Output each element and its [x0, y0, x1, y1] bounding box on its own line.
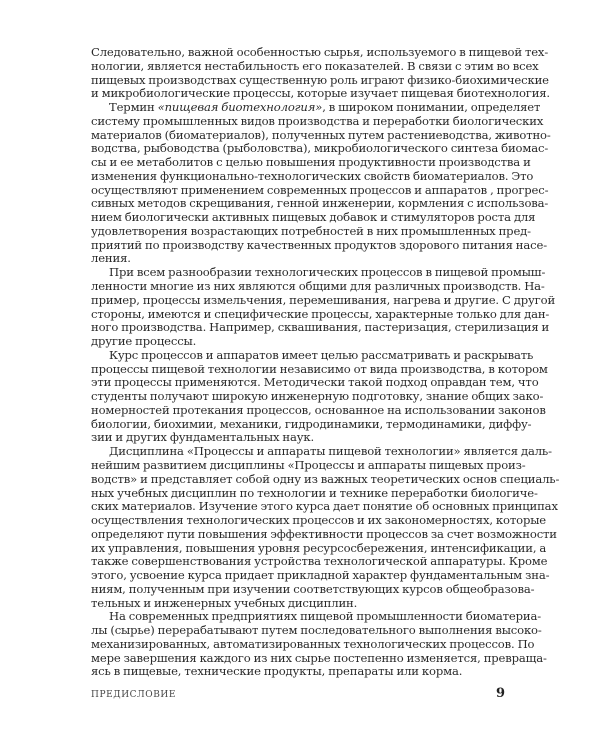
text-line: этого, усвоение курса придает прикладной характер фундаментальным зна- [91, 568, 550, 583]
text-line: ниям, полученным при изучении соответствующих курсов общеобразова- [91, 581, 535, 596]
text-line: нологии, является нестабильность его показателей. В связи с этим во всех [91, 58, 539, 73]
text-line: также совершенствования устройства технологической аппаратуры. Кроме [91, 554, 548, 569]
text-line: тельных и инженерных учебных дисциплин. [91, 595, 358, 610]
paragraph [91, 444, 560, 610]
text-line: приятий по производству качественных продуктов здорового питания насе- [91, 237, 547, 252]
text-line: ных учебных дисциплин по технологии и технике переработки биологиче- [91, 485, 538, 500]
text-line: Дисциплина «Процессы и аппараты пищевой технологии» является даль- [109, 444, 552, 459]
paragraph [91, 100, 551, 266]
text-line: Следовательно, важной особенностью сырья, используемого в пищевой тех- [91, 45, 549, 59]
text-line: водства, рыбоводства (рыболовства), микробиологического синтеза биомас- [91, 141, 549, 156]
italic-term: «пищевая биотехнология» [157, 100, 323, 115]
text-line: изменения функционально-технологических свойств биоматериалов. Это [91, 168, 534, 183]
paragraph [91, 609, 547, 679]
text-line: сы и ее метаболитов с целью повышения продуктивности производства и [91, 155, 531, 170]
text-line: систему промышленных видов производства и переработки биологических [91, 113, 544, 128]
text-line: При всем разнообразии технологических процессов в пищевой промыш- [109, 265, 546, 280]
text-line: ясь в пищевые, технические продукты, препараты или корма. [91, 664, 463, 679]
text-line: определяют пути повышения эффективности процессов за счет возможности [91, 526, 557, 541]
text-line: биологии, биохимии, механики, гидродинамики, термодинамики, диффу- [91, 416, 532, 431]
text-line: эти процессы применяются. Методически такой подход оправдан тем, что [91, 375, 539, 390]
text-line: осуществляют применением современных процессов и аппаратов , прогрес- [91, 182, 549, 197]
text-line: номерностей протекания процессов, основанное на использовании законов [91, 402, 546, 417]
text-line: ских материалов. Изучение этого курса дает понятие об основных принципах [91, 499, 558, 514]
text-line: пример, процессы измельчения, перемешивания, нагрева и другие. С другой [91, 292, 556, 307]
text-line: На современных предприятиях пищевой промышленности биоматериа- [109, 609, 542, 624]
paragraph [91, 45, 550, 101]
text-line: стороны, имеются и специфические процессы, характерные только для дан- [91, 306, 550, 321]
text-line: и микробиологические процессы, которые изучает пищевая биотехнология. [91, 86, 550, 101]
text-line [91, 100, 541, 115]
body-text [91, 45, 560, 679]
text-line: процессы пищевой технологии независимо от вида производства, в котором [91, 361, 548, 376]
text-line: зии и других фундаментальных наук. [91, 430, 315, 445]
text-line: Курс процессов и аппаратов имеет целью рассматривать и раскрывать [109, 347, 534, 362]
text-line: их управления, повышения уровня ресурсосбережения, интенсификации, а [91, 540, 547, 555]
page-number: 9 [496, 686, 506, 701]
text-line: ления. [91, 251, 131, 266]
text-line: другие процессы. [91, 334, 197, 349]
running-footer-title: ПРЕДИСЛОВИЕ [91, 690, 177, 700]
text-line: пищевых производствах существенную роль играют физико-биохимические [91, 72, 549, 87]
text-line: осуществления технологических процессов и их закономерностях, которые [91, 513, 547, 528]
text-line: мере завершения каждого из них сырье постепенно изменяется, превраща- [91, 650, 547, 665]
text-line: нейшим развитием дисциплины «Процессы и аппараты пищевых произ- [91, 457, 526, 472]
text-line: материалов (биоматериалов), полученных путем растениеводства, животно- [91, 127, 551, 142]
paragraph [91, 347, 548, 445]
text-segment: , в широком понимании, определяет [322, 100, 541, 115]
text-line: нием биологически активных пищевых добавок и стимуляторов роста для [91, 210, 536, 225]
text-line: сивных методов скрещивания, генной инженерии, кормления с использова- [91, 196, 549, 211]
text-line: механизированных, автоматизированных технологических процессов. По [91, 636, 535, 651]
text-segment: Термин [109, 100, 158, 115]
paragraph [91, 265, 556, 349]
text-line: ного производства. Например, сквашивания, пастеризация, стерилизация и [91, 320, 550, 335]
text-line: студенты получают широкую инженерную подготовку, знание общих зако- [91, 389, 544, 404]
text-line: лы (сырье) перерабатывают путем последовательного выполнения высоко- [91, 623, 542, 638]
text-line: ленности многие из них являются общими для различных производств. На- [91, 279, 545, 294]
text-line: удовлетворения возрастающих потребностей в них промышленных пред- [91, 223, 531, 238]
text-line: водств» и представляет собой одну из важных теоретических основ специаль- [91, 471, 560, 486]
